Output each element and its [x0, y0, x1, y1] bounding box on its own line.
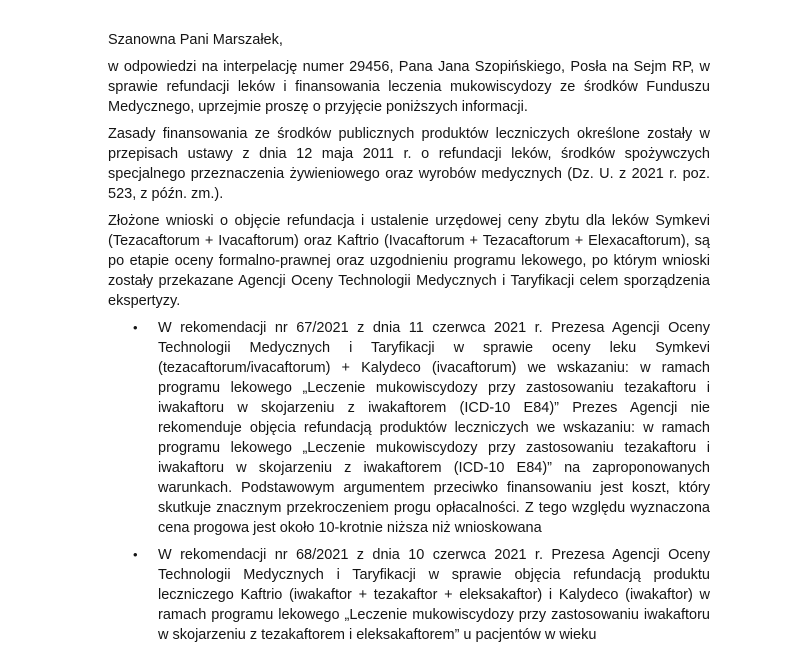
paragraph-applications-status: Złożone wnioski o objęcie refundacja i ustalenie urzędowej ceny zbytu dla leków Symkevi (Tezacaftorum + Ivacaftorum) oraz Kaftrio (Ivacaftorum + Tezacaftorum + Elexacaftorum), są po etapie oceny formalno-prawnej oraz uzgodnieniu programu lekowego, po którym wnioski zostały przekazane Agencji Oceny Technologii Medycznych i Taryfikacji celem sporządzenia ekspertyzy. — [108, 213, 710, 309]
bullet-text: W rekomendacji nr 68/2021 z dnia 10 czerwca 2021 r. Prezesa Agencji Oceny Technologii Medycznych i Taryfikacji w sprawie objęcia refundacją produktu leczniczego Kaftrio (iwakaftor + tezakaftor + eleksakaftor) i Kalydeco (iwakaftor) w ramach programu lekowego „Leczenie mukowiscydozy przy zastosowaniu iwakaftoru w skojarzeniu z tezakaftorem i eleksakaftorem” u pacjentów w wieku — [158, 547, 710, 643]
bullet-icon: • — [133, 547, 138, 562]
paragraph-intro: w odpowiedzi na interpelację numer 29456, Pana Jana Szopińskiego, Posła na Sejm RP, w sprawie refundacji leków i finansowania leczenia mukowiscydozy ze środków Funduszu Medycznego, uprzejmie proszę o przyjęcie poniższych informacji. — [108, 59, 710, 115]
list-item-recommendation-68-2021 — [108, 545, 710, 645]
salutation: Szanowna Pani Marszałek, — [108, 32, 283, 48]
bullet-icon: • — [133, 320, 138, 335]
recommendation-list — [108, 318, 710, 645]
list-item-recommendation-67-2021 — [108, 318, 710, 538]
bullet-text: W rekomendacji nr 67/2021 z dnia 11 czerwca 2021 r. Prezesa Agencji Oceny Technologii Medycznych i Taryfikacji w sprawie oceny leku Symkevi (tezacaftorum/ivacaftorum) + Kalydeco (ivacaftorum) we wskazaniu: w ramach programu lekowego „Leczenie mukowiscydozy przy zastosowaniu tezakaftoru i iwakaftoru w skojarzeniu z iwakaftorem (ICD-10 E84)” Prezes Agencji nie rekomenduje objęcia refundacją produktów leczniczych we wskazaniu: w ramach programu lekowego „Leczenie mukowiscydozy przy zastosowaniu tezakaftoru i iwakaftoru w skojarzeniu z iwakaftorem (ICD-10 E84)” na zaproponowanych warunkach. Podstawowym argumentem przeciwko finansowaniu jest koszt, który skutkuje znacznym przekroczeniem progu opłacalności. Z tego względu wyznaczona cena progowa jest około 10-krotnie niższa niż wnioskowana — [158, 320, 710, 536]
paragraph-legal-basis: Zasady finansowania ze środków publicznych produktów leczniczych określone zostały w przepisach ustawy z dnia 12 maja 2011 r. o refundacji leków, środków spożywczych specjalnego przeznaczenia żywieniowego oraz wyrobów medycznych (Dz. U. z 2021 r. poz. 523, z późn. zm.). — [108, 126, 710, 202]
letter-body — [108, 30, 710, 645]
